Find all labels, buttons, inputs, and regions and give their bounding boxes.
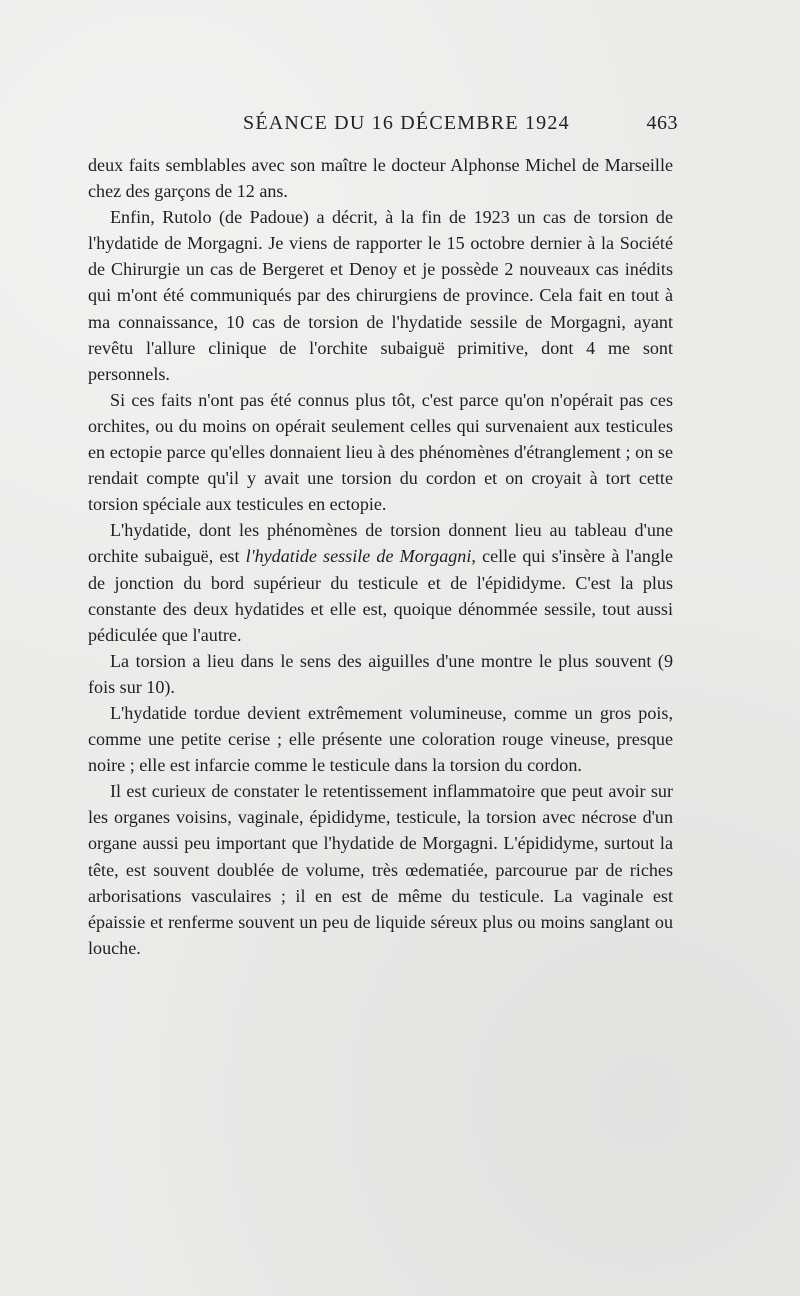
paragraph-4-text-before: L'hydatide, dont les phénomènes de torsion donnent lieu au tableau d'une orchite subaiguë, est [88, 520, 673, 567]
page-number: 463 [646, 112, 678, 134]
paragraph-4 [88, 517, 673, 647]
running-header [88, 112, 678, 140]
paragraph-3: Si ces faits n'ont pas été connus plus tôt, c'est parce qu'on n'opérait pas ces orchites, ou du moins on opérait seulement celles qui survenaient aux testicules en ectopie parce qu'elles donnaient lieu à des phénomènes d'étranglement ; on se rendait compte qu'il y avait une torsion du cordon et on croyait à tort cette torsion spéciale aux testicules en ectopie. [88, 389, 673, 515]
paragraph-5: La torsion a lieu dans le sens des aiguilles d'une montre le plus souvent (9 fois sur 10). [88, 650, 673, 697]
paragraph-1: deux faits semblables avec son maître le docteur Alphonse Michel de Marseille chez des garçons de 12 ans. [88, 155, 673, 202]
running-title: SÉANCE DU 16 DÉCEMBRE 1924 [243, 112, 570, 134]
paragraph-6: L'hydatide tordue devient extrêmement volumineuse, comme un gros pois, comme une petite cerise ; elle présente une coloration rouge vineuse, presque noire ; elle est infarcie comme le testicule dans la torsion du cordon. [88, 702, 673, 776]
paragraph-2: Enfin, Rutolo (de Padoue) a décrit, à la fin de 1923 un cas de torsion de l'hydatide de Morgagni. Je viens de rapporter le 15 octobre dernier à la Société de Chirurgie un cas de Bergeret et Denoy et je possède 2 nouveaux cas inédits qui m'ont été communiqués par des chirurgiens de province. Cela fait en tout à ma connaissance, 10 cas de torsion de l'hydatide sessile de Morgagni, ayant revêtu l'allure clinique de l'orchite subaiguë primitive, dont 4 me sont personnels. [88, 207, 673, 384]
paragraph-7: Il est curieux de constater le retentissement inflammatoire que peut avoir sur les organes voisins, vaginale, épididyme, testicule, la torsion avec nécrose d'un organe aussi peu important que l'hydatide de Morgagni. L'épididyme, surtout la tête, est souvent doublée de volume, très œdematiée, parcourue par de riches arborisations vasculaires ; il en est de même du testicule. La vaginale est épaissie et renferme souvent un peu de liquide séreux plus ou moins sanglant ou louche. [88, 781, 673, 958]
paragraph-4-text-after: , celle qui s'insère à l'angle de jonction du bord supérieur du testicule et de l'épididyme. C'est la plus constante des deux hydatides et elle est, quoique dénommée sessile, tout aussi pédiculée que l'autre. [88, 546, 673, 645]
body-text [88, 152, 673, 961]
paragraph-4-italic-term: l'hydatide sessile de Morgagni [245, 546, 472, 567]
